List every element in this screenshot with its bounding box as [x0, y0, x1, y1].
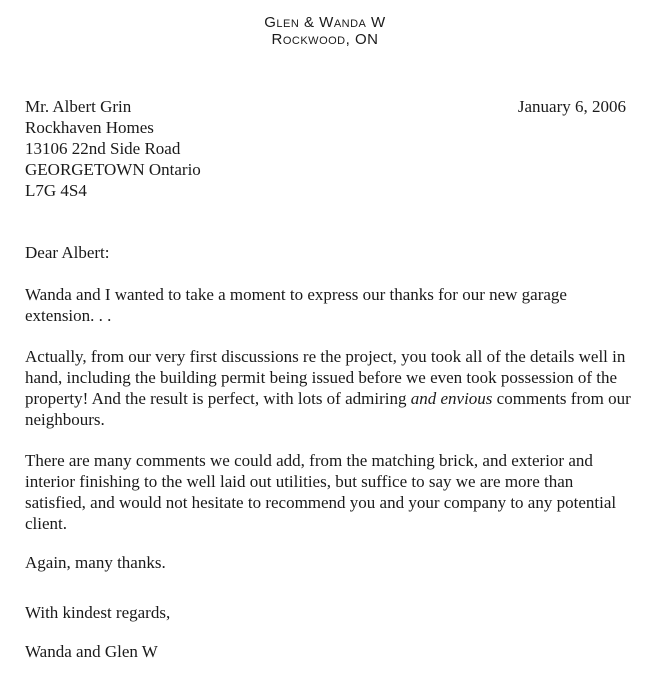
recipient-postal: L7G 4S4 — [25, 181, 87, 200]
paragraph-details-emphasis: and envious — [410, 389, 493, 408]
letterhead — [0, 14, 650, 48]
paragraph-details-text-2: comments from our neighbours. — [25, 389, 631, 429]
recipient-street: 13106 22nd Side Road — [25, 139, 181, 158]
paragraph-details-text-1: Actually, from our very first discussions re the project, you took all of the details well in hand, including the building permit being issued before we even took possession of the property! And the result is perfect, with lots of admiring — [25, 347, 626, 408]
letter-date: January 6, 2006 — [517, 97, 626, 116]
paragraph-details — [25, 346, 637, 430]
recipient-company: Rockhaven Homes — [25, 118, 154, 137]
recipient-address — [25, 96, 201, 201]
paragraph-thanks: Wanda and I wanted to take a moment to express our thanks for our new garage extension. . . — [25, 285, 567, 325]
recipient-city: GEORGETOWN Ontario — [25, 160, 201, 179]
paragraph-comments: There are many comments we could add, from the matching brick, and exterior and interior finishing to the well laid out utilities, but suffice to say we are more than satisfied, and would not hesitate to recommend you and your company to any potential client. — [25, 451, 617, 533]
letterhead-names: Glen & Wanda W — [264, 14, 386, 31]
salutation: Dear Albert: — [25, 243, 110, 262]
paragraph-again: Again, many thanks. — [25, 553, 166, 572]
recipient-name: Mr. Albert Grin — [25, 97, 132, 116]
closing: With kindest regards, — [25, 603, 171, 622]
signature: Wanda and Glen W — [25, 642, 158, 661]
letterhead-location: Rockwood, ON — [271, 31, 379, 48]
